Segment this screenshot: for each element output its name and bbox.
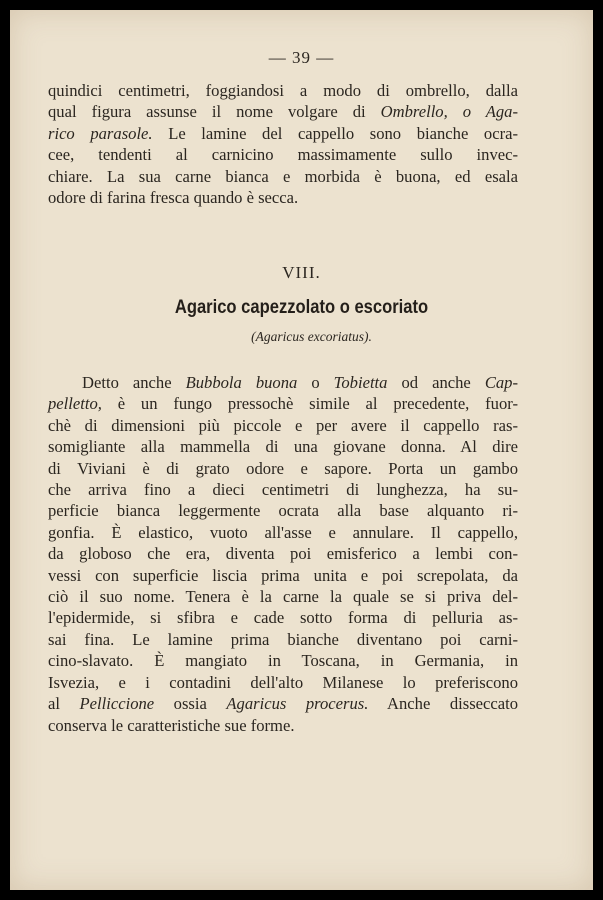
text-line bbox=[48, 123, 518, 144]
text-line: perficie bianca leggermente ocrata alla base alquanto ri- bbox=[48, 501, 518, 521]
section-subtitle: (Agaricus excoriatus). bbox=[251, 329, 372, 344]
text-line: di Viviani è di grato odore e sapore. Porta un gambo bbox=[48, 458, 518, 478]
italic-term: Pelliccione bbox=[79, 694, 155, 714]
text-line: cee, tendenti al carnicino massimamente sullo invec- bbox=[48, 145, 518, 165]
text-line: chiare. La sua carne bianca e morbida è buona, ed esala bbox=[48, 166, 518, 186]
italic-term: Agaricus procerus. bbox=[226, 694, 369, 714]
text-segment: Le lamine del cappello sono bianche ocra- bbox=[152, 123, 519, 143]
text-line: Isvezia, e i contadini dell'alto Milanese lo preferiscono bbox=[48, 672, 518, 692]
text-line: ciò il suo nome. Tenera è la carne la quale se si priva del- bbox=[48, 587, 518, 607]
section-number: VIII. bbox=[282, 263, 321, 282]
text-segment: è un fungo pressochè simile al precedente, fuor- bbox=[101, 394, 518, 414]
text-segment: qual figura assunse il nome volgare di bbox=[48, 102, 381, 122]
text-segment: od anche bbox=[387, 373, 485, 392]
text-line: cino-slavato. È mangiato in Toscana, in Germania, in bbox=[48, 651, 518, 671]
text-line: conserva le caratteristiche sue forme. bbox=[48, 715, 295, 735]
page-number: — 39 — bbox=[268, 48, 335, 67]
italic-term: Cap- bbox=[484, 373, 518, 392]
italic-term: Ombrello, o Aga- bbox=[380, 102, 518, 122]
italic-term: Tobietta bbox=[333, 373, 388, 392]
main-paragraph bbox=[48, 372, 518, 736]
text-line bbox=[48, 372, 518, 393]
top-paragraph bbox=[48, 80, 518, 208]
text-line bbox=[48, 101, 518, 122]
text-segment: Detto anche bbox=[82, 373, 186, 392]
text-line: da globoso che era, diventa poi emisferico a lembi con- bbox=[48, 544, 518, 564]
book-page bbox=[10, 10, 593, 890]
text-line: chè di dimensioni più piccole e per avere il cappello ras- bbox=[48, 415, 518, 435]
text-line bbox=[48, 393, 518, 414]
text-line: l'epidermide, si sfibra e cade sotto forma di pelluria as- bbox=[48, 608, 518, 628]
text-line: somigliante alla mammella di una giovane donna. Al dire bbox=[48, 437, 518, 457]
italic-term: rico parasole. bbox=[48, 123, 153, 143]
text-segment: o bbox=[297, 373, 334, 392]
italic-term: pelletto, bbox=[48, 394, 102, 414]
italic-term: Bubbola buona bbox=[185, 373, 298, 392]
section-title: Agarico capezzolato o escoriato bbox=[174, 296, 429, 318]
text-line: quindici centimetri, foggiandosi a modo di ombrello, dalla bbox=[48, 81, 518, 100]
text-line: gonfia. È elastico, vuoto all'asse e annulare. Il cappello, bbox=[48, 522, 518, 542]
text-line: che arriva fino a dieci centimetri di lunghezza, ha su- bbox=[48, 480, 518, 500]
text-segment: al bbox=[48, 694, 80, 714]
text-line: odore di farina fresca quando è secca. bbox=[48, 188, 299, 208]
text-segment: Anche disseccato bbox=[368, 694, 519, 714]
text-line: sai fina. Le lamine prima bianche diventano poi carni- bbox=[48, 629, 518, 649]
text-segment: ossia bbox=[154, 694, 227, 714]
text-line: vessi con superficie liscia prima unita e poi screpolata, da bbox=[48, 565, 518, 585]
text-line bbox=[48, 693, 518, 714]
